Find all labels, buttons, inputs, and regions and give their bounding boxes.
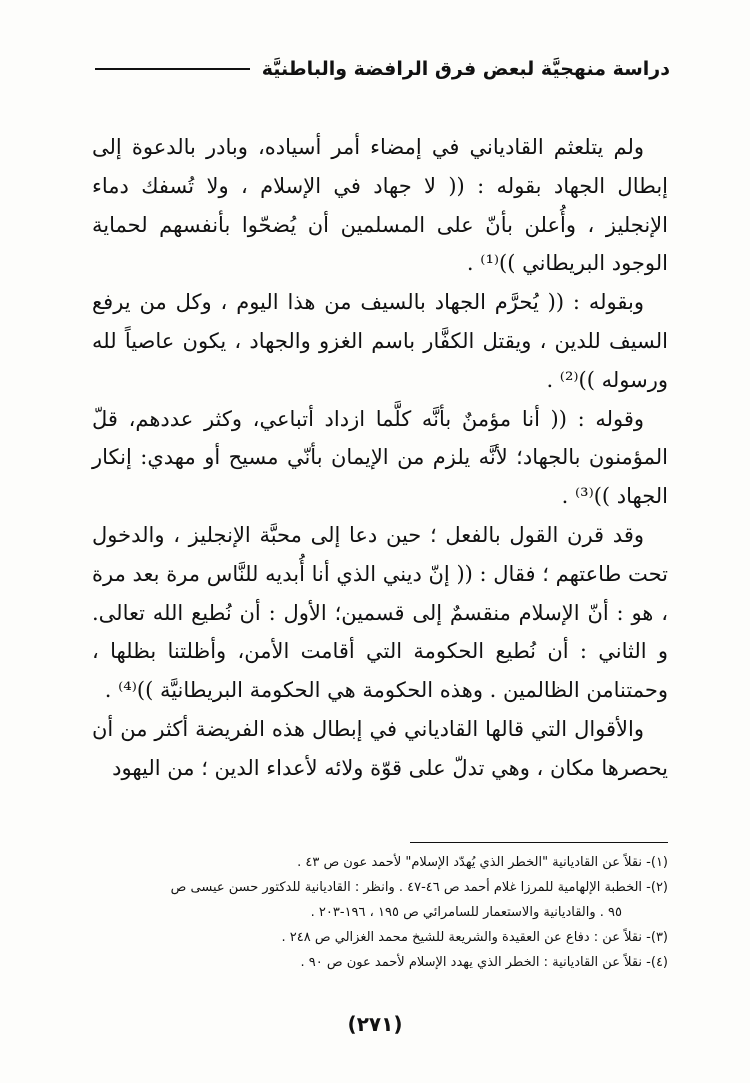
- footnote-4: (٤)- نقلاً عن القاديانية : الخطر الذي يهدد الإسلام لأحمد عون ص ٩٠ .: [300, 955, 668, 970]
- footnote-1: (١)- نقلاً عن القاديانية "الخطر الذي يُهدّد الإسلام" لأحمد عون ص ٤٣ .: [297, 855, 668, 870]
- paragraph: والأقوال التي قالها القادياني في إبطال هذه الفريضة أكثر من أن يحصرها مكان ، وهي تدلّ على قوّة ولائه لأعداء الدين ؛ من اليهود: [92, 716, 668, 780]
- footnote-divider: [410, 842, 668, 843]
- footnote-2: (٢)- الخطبة الإلهامية للمرزا غلام أحمد ص ٤٦-٤٧ . وانظر : القاديانية للدكتور حسن عيسى ص: [170, 880, 668, 895]
- paragraph: ولم يتلعثم القادياني في إمضاء أمر أسياده، وبادر بالدعوة إلى إبطال الجهاد بقوله : (( لا جهاد في الإسلام ، ولا تُسفك دماء الإنجليز ، وأُعلن بأنّ على المسلمين أن يُضحّوا بأنفسهم لحماية الوجود البريطاني ))⁽¹⁾ .: [92, 135, 668, 276]
- header-rule: [95, 68, 250, 70]
- page-number: (٢٧١): [347, 1012, 403, 1036]
- footnotes: [92, 850, 668, 975]
- paragraph: وقد قرن القول بالفعل ؛ حين دعا إلى محبَّة الإنجليز ، والدخول تحت طاعتهم ؛ فقال : (( إنّ ديني الذي أنا أُبديه للنَّاس مرة بعد مرة ، هو : أنّ الإسلام منقسمٌ إلى قسمين؛ الأول : أن نُطيع الله تعالى. و الثاني : أن نُطيع الحكومة التي أقامت الأمن، وأظلتنا بظلها ، وحمتنامن الظالمين . وهذه الحكومة هي الحكومة البريطانيَّة ))⁽⁴⁾ .: [92, 522, 668, 703]
- footnote-3: (٣)- نقلاً عن : دفاع عن العقيدة والشريعة للشيخ محمد الغزالي ص ٢٤٨ .: [281, 930, 668, 945]
- footnote-2-continuation: ٩٥ . والقاديانية والاستعمار للسامرائي ص ١٩٥ ، ١٩٦-٢٠٣ .: [310, 905, 622, 920]
- paragraph: وقوله : (( أنا مؤمنٌ بأنَّه كلَّما ازداد أتباعي، وكثر عددهم، قلّ المؤمنون بالجهاد؛ لأنَّه يلزم من الإيمان بأنّي مسيح أو مهدي: إنكار الجهاد ))⁽³⁾ .: [92, 406, 668, 509]
- header-title: دراسة منهجيَّة لبعض فرق الرافضة والباطنيَّة: [261, 58, 670, 80]
- main-text: [92, 128, 668, 788]
- paragraph: وبقوله : (( يُحرَّم الجهاد بالسيف من هذا اليوم ، وكل من يرفع السيف للدين ، ويقتل الكفَّار باسم الغزو والجهاد ، يكون عاصياً لله ورسوله ))⁽²⁾ .: [92, 290, 668, 392]
- running-header: [95, 58, 670, 80]
